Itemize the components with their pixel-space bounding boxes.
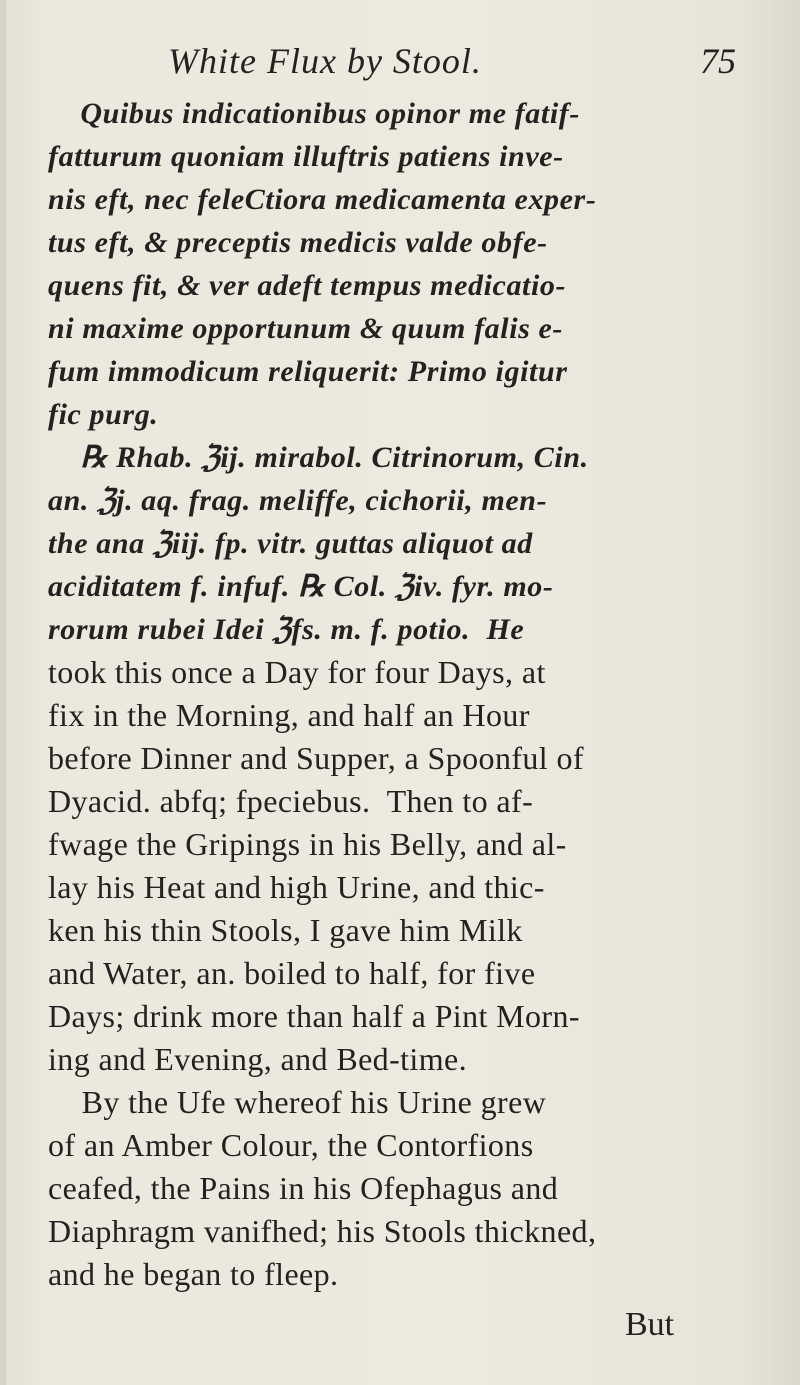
text-line: fix in the Morning, and half an Hour: [48, 697, 530, 733]
text-line: fum immodicum reliquerit: Primo igitur: [48, 355, 568, 388]
text-line: fatturum quoniam illuftris patiens inve-: [48, 140, 564, 173]
page-number: 75: [700, 41, 736, 81]
text-line: fwage the Gripings in his Belly, and al-: [48, 826, 567, 862]
text-line: took this once a Day for four Days, at: [48, 654, 546, 690]
catchword: But: [625, 1306, 675, 1343]
text-line: aciditatem f. infuf. ℞ Col. ℨiv. fyr. mo-: [48, 570, 554, 603]
text-line: Days; drink more than half a Pint Morn-: [48, 998, 580, 1034]
text-line: before Dinner and Supper, a Spoonful of: [48, 740, 584, 776]
text-line: quens fit, & ver adeft tempus medicatio-: [48, 269, 567, 302]
text-line: ken his thin Stools, I gave him Milk: [48, 912, 523, 948]
text-line: Diaphragm vanifhed; his Stools thickned,: [48, 1213, 597, 1249]
text-line: fic purg.: [48, 398, 159, 431]
text-line: ℞ Rhab. ℨij. mirabol. Citrinorum, Cin.: [48, 441, 589, 474]
text-line: ing and Evening, and Bed-time.: [48, 1041, 468, 1077]
page-edge: [0, 0, 6, 1385]
text-line: Quibus indicationibus opinor me fatif-: [48, 97, 580, 130]
text-line: By the Ufe whereof his Urine grew: [48, 1084, 547, 1120]
body-text: [48, 92, 738, 1296]
text-line: ceafed, the Pains in his Ofephagus and: [48, 1170, 559, 1206]
text-line: rorum rubei Idei ℨfs. m. f. potio. He: [48, 613, 525, 646]
text-line: ni maxime opportunum & quum falis e-: [48, 312, 564, 345]
text-line: of an Amber Colour, the Contorfions: [48, 1127, 534, 1163]
running-title: White Flux by Stool.: [168, 41, 482, 81]
text-line: Dyacid. abfq; fpeciebus. Then to af-: [48, 783, 534, 819]
text-line: an. ℨj. aq. frag. meliffe, cichorii, men-: [48, 484, 548, 517]
text-line: the ana ℨiij. fp. vitr. guttas aliquot ad: [48, 527, 533, 560]
text-line: nis eft, nec feleCtiora medicamenta exper-: [48, 183, 597, 216]
text-line: tus eft, & preceptis medicis valde obfe-: [48, 226, 548, 259]
text-line: and Water, an. boiled to half, for five: [48, 955, 536, 991]
text-line: lay his Heat and high Urine, and thic-: [48, 869, 545, 905]
text-line: and he began to fleep.: [48, 1256, 339, 1292]
